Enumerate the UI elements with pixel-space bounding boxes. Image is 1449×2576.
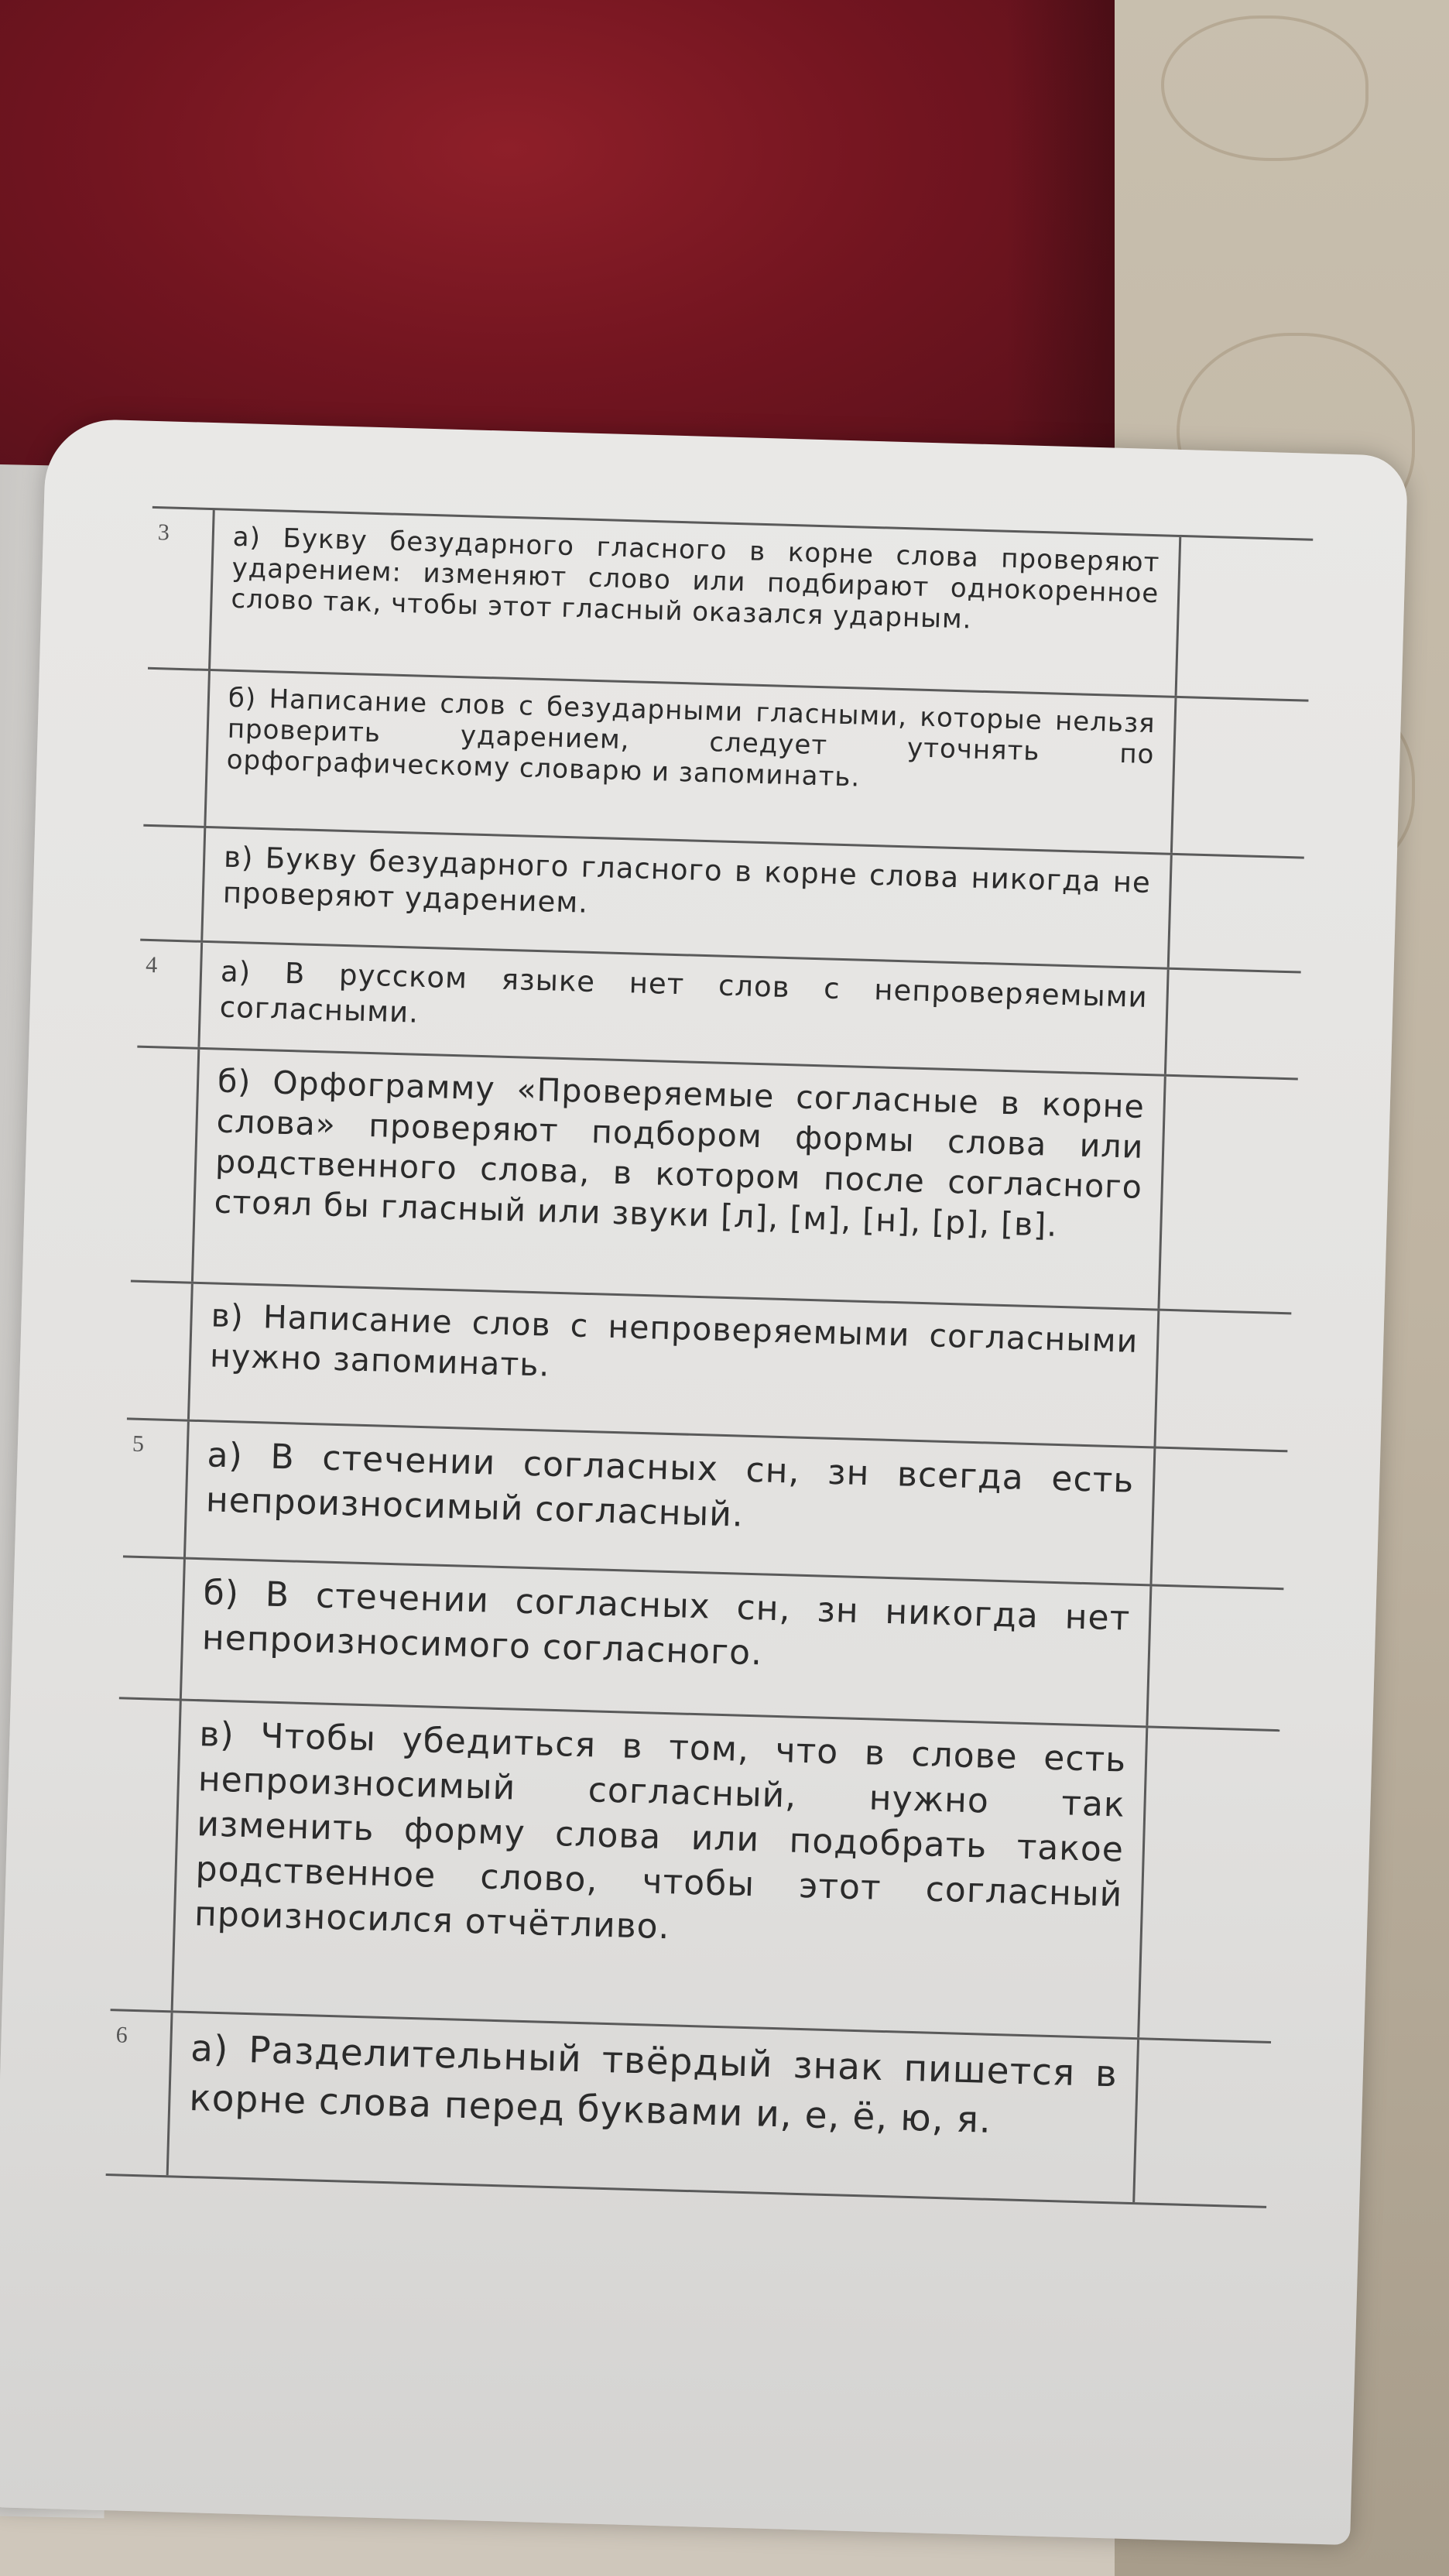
statement-text: б) Написание слов с безударными гласными, которые нельзя проверить ударением, следует уточнять по орфографическому словарю и запоминать. bbox=[206, 671, 1177, 853]
statement-text: а) Букву безударного гласного в корне слова проверяют ударением: изменяют слово или подбирают однокоренное слово так, чтобы этот гласный оказался ударным. bbox=[211, 510, 1181, 696]
answer-cell[interactable] bbox=[1148, 1586, 1283, 1729]
question-number: 3 bbox=[148, 509, 215, 669]
statement-text: б) В стечении согласных сн, зн никогда нет непроизносимого согласного. bbox=[182, 1560, 1153, 1726]
table-row bbox=[131, 1048, 1298, 1315]
question-number: 4 bbox=[137, 941, 203, 1047]
question-number bbox=[127, 1282, 194, 1419]
table-row bbox=[106, 2011, 1271, 2208]
statement-text: в) Букву безударного гласного в корне слова никогда не проверяют ударением. bbox=[203, 828, 1173, 968]
question-number bbox=[140, 827, 206, 940]
statement-text: в) Написание слов с непроверяемыми согласными нужно запоминать. bbox=[190, 1284, 1160, 1447]
question-number: 6 bbox=[106, 2011, 173, 2175]
answer-cell[interactable] bbox=[1177, 537, 1314, 700]
answer-cell[interactable] bbox=[1152, 1449, 1287, 1588]
answer-cell[interactable] bbox=[1156, 1311, 1291, 1451]
answer-cell[interactable] bbox=[1160, 1077, 1297, 1313]
statement-text: в) Чтобы убедиться в том, что в слове есть непроизносимый согласный, нужно так изменить форму слова или подобрать такое родственное слово, чтобы этот согласный произносился отчётливо. bbox=[173, 1701, 1149, 2038]
answer-table bbox=[106, 506, 1314, 2208]
question-number bbox=[131, 1048, 200, 1282]
question-number: 5 bbox=[123, 1420, 190, 1557]
table-row bbox=[148, 509, 1313, 702]
statement-text: а) В русском языке нет слов с непроверяемыми согласными. bbox=[200, 943, 1169, 1074]
answer-cell[interactable] bbox=[1135, 2040, 1271, 2206]
question-number bbox=[119, 1557, 186, 1698]
table-row bbox=[111, 1699, 1280, 2043]
workbook-page bbox=[0, 418, 1408, 2545]
table-row bbox=[143, 670, 1308, 859]
question-number bbox=[143, 670, 211, 826]
statement-text: б) Орфограмму «Проверяемые согласные в корне слова» проверяют подбором формы слова или родственного слова, в котором после согласного стоял бы гласный или звуки [л], [м], [н], [р], [в]. bbox=[194, 1050, 1166, 1309]
statement-text: а) Разделительный твёрдый знак пишется в корне слова перед буквами и, е, ё, ю, я. bbox=[169, 2012, 1139, 2202]
answer-cell[interactable] bbox=[1166, 970, 1301, 1078]
answer-cell[interactable] bbox=[1139, 1728, 1279, 2041]
question-number bbox=[111, 1699, 182, 2010]
wallpaper-ornament bbox=[1161, 15, 1368, 161]
statement-text: а) В стечении согласных сн, зн всегда есть непроизносимый согласный. bbox=[186, 1422, 1156, 1584]
answer-cell[interactable] bbox=[1173, 698, 1309, 857]
answer-cell[interactable] bbox=[1170, 855, 1304, 971]
